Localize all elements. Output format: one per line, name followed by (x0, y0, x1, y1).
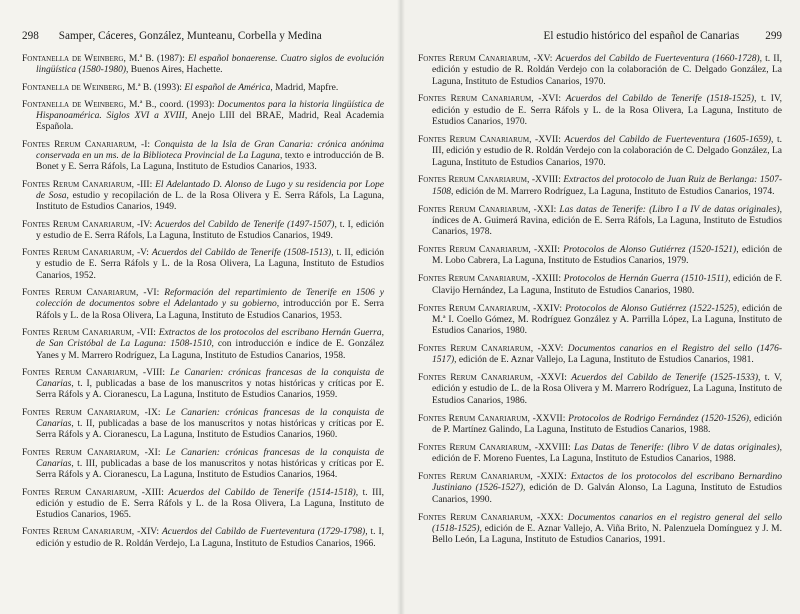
entry-title: Le Canarien: crónicas francesas de la conquista de Canarias (36, 447, 385, 469)
right-page (400, 0, 800, 614)
entry-title: Acuerdos del Cabildo de Tenerife (1514-1518) (168, 487, 356, 498)
entry-author: Fontes Rerum Canariarum (418, 343, 531, 354)
entry-details: , t. I, publicadas a base de los manuscritos y notas históricas y críticas por E. Serra Ráfols y A. Cioranescu, La Laguna, Instituto de Estudios Canarios, 1959. (36, 379, 384, 401)
entry-details: , edición de E. Aznar Vallejo, A. Viña Brito, N. Palenzuela Domínguez y J. M. Bello León, La Laguna, Instituto de Estudios Canarios, 1991. (432, 523, 782, 546)
bibliography-list (22, 54, 384, 550)
bibliography-entry (418, 513, 782, 547)
running-head: Samper, Cáceres, González, Munteanu, Corbella y Medina (58, 30, 322, 42)
entry-author: Fontes Rerum Canariarum (22, 327, 132, 338)
entry-details: , edición de E. Aznar Vallejo, La Laguna, Instituto de Estudios Canarios, 1981. (454, 355, 754, 366)
bibliography-list (418, 54, 782, 546)
left-page-header (22, 30, 384, 42)
entry-title: Reformación del repartimiento de Tenerife en 1506 y colección de documentos sobre el Adelantado y su gobierno (36, 288, 385, 310)
entry-author: Fontes Rerum Canariarum (418, 94, 532, 105)
entry-author: Fontes Rerum Canariarum (22, 527, 132, 538)
entry-details: , edición de F. Moreno Fuentes, La Laguna, Instituto de Estudios Canarios, 1988. (432, 442, 782, 465)
entry-volume: , -XXV: (530, 343, 568, 354)
entry-title: Acuerdos del Cabildo de Fuerteventura (1660-1728) (555, 54, 760, 64)
entry-title: El español de América (184, 82, 271, 93)
bibliography-entry (418, 205, 782, 239)
bibliography-entry (22, 100, 384, 134)
entry-details: , edición de P. Martínez Galindo, La Laguna, Instituto de Estudios Canarios, 1988. (432, 413, 782, 435)
entry-author: Fontes Rerum Canariarum (418, 512, 531, 523)
entry-volume: , -XXIII: (527, 274, 564, 285)
entry-details: , edición de D. Galván Alonso, La Laguna, Instituto de Estudios Canarios, 1990. (432, 483, 783, 505)
entry-author: Fontes Rerum Canariarum (22, 219, 132, 230)
entry-author: Fontes Rerum Canariarum (22, 248, 132, 259)
entry-author: Fontes Rerum Canariarum (418, 442, 529, 453)
entry-title: Acuerdos del Cabildo de Tenerife (1497-1507) (154, 219, 335, 230)
entry-title: Le Canarien: crónicas francesas de la conquista de Canarias (36, 407, 385, 430)
bibliography-entry (418, 373, 782, 407)
bibliography-entry (418, 443, 782, 466)
entry-title: Le Canarien: crónicas francesas de la conquista de Canarias (36, 367, 385, 390)
entry-volume: , -XXII: (528, 245, 564, 256)
entry-author: Fontes Rerum Canariarum (22, 447, 137, 458)
entry-volume: , -XVI: (531, 94, 566, 105)
entry-details: , t. II, edición y estudio de E. Serra Ráfols y L. de la Rosa Olivera, La Laguna, Instituto de Estudios Canarios, 1952. (36, 248, 384, 281)
entry-author: Fontes Rerum Canariarum (418, 373, 531, 384)
entry-details: , t. II, edición y estudio de R. Roldán Verdejo con la colaboración de C. Delgado González, La Laguna, Instituto de Estudios Canarios, 1970. (432, 54, 782, 87)
entry-volume: , -IX: (136, 407, 166, 418)
entry-author: Fontes Rerum Canariarum (22, 487, 135, 498)
entry-volume: , -VI: (135, 288, 165, 299)
entry-volume: , -VII: (131, 327, 159, 338)
entry-details: , t. III, edición y estudio de E. Serra Ráfols y L. de la Rosa Olivera, La Laguna, Instituto de Estudios Canarios, 1965. (36, 487, 384, 521)
entry-author: Fontes Rerum Canariarum (418, 274, 528, 285)
entry-title: Acuerdos del Cabildo de Tenerife (1525-1533) (571, 373, 759, 384)
entry-author: Fontes Rerum Canariarum (418, 413, 528, 424)
bibliography-entry (22, 83, 384, 94)
entry-title: Extractos del protocolo de Juan Ruiz de Berlanga: 1507-1508 (432, 175, 783, 197)
entry-details: , t. III, publicadas a base de los manuscritos y notas históricas y críticas por E. Serra Ráfols y A. Cioranescu, La Laguna, Instituto de Estudios Canarios, 1964. (36, 458, 384, 481)
bibliography-entry (418, 245, 782, 268)
bibliography-entry (418, 175, 782, 198)
entry-volume: , -XI: (136, 447, 166, 458)
bibliography-entry (22, 328, 384, 362)
entry-details: , t. V, edición y estudio de L. de la Rosa Olivera y M. Marrero Rodríguez, La Laguna, Instituto de Estudios Canarios, 1986. (432, 373, 782, 406)
bibliography-entry (418, 135, 782, 169)
entry-title: Documentos canarios en el Registro del sello (1476-1517) (432, 343, 783, 366)
entry-title: Extactos de los protocolos del escribano Bernardino Justiniano (1526-1527) (432, 472, 782, 494)
entry-author: Fontes Rerum Canariarum (418, 472, 531, 483)
entry-details: , edición de M. Marrero Rodríguez, La Laguna, Instituto de Estudios Canarios, 1974. (451, 186, 775, 197)
entry-title: Conquista de la Isla de Gran Canaria: crónica anónima conservada en un ms. de la Biblioteca Provincial de La Laguna (36, 139, 385, 162)
entry-title: Protocolos de Alonso Gutiérrez (1522-1525) (564, 303, 737, 314)
entry-volume: , -IV: (131, 219, 155, 230)
bibliography-entry (22, 248, 384, 282)
entry-author: Fontes Rerum Canariarum (22, 139, 135, 150)
entry-title: Las Datas de Tenerife: (libro V de datas originales) (574, 442, 780, 453)
entry-volume: , M.ª B., coord. (1993): (123, 99, 218, 110)
entry-author: Fontes Rerum Canariarum (22, 288, 136, 299)
entry-author: Fontes Rerum Canariarum (418, 245, 529, 256)
bibliography-entry (418, 472, 782, 506)
entry-author: Fontes Rerum Canariarum (418, 134, 530, 145)
entry-author: Fontanella de Weinberg (22, 54, 124, 64)
entry-details: , t. IV, edición y estudio de E. Serra Ráfols y L. de la Rosa Olivera, La Laguna, Instituto de Estudios Canarios, 1970. (432, 94, 782, 128)
entry-volume: , -III: (131, 179, 156, 190)
entry-author: Fontes Rerum Canariarum (22, 407, 137, 418)
entry-title: Acuerdos del Cabildo de Tenerife (1508-1513) (151, 248, 332, 259)
entry-title: Las datas de Tenerife: (Libro I a IV de datas originales) (559, 204, 780, 215)
entry-details: , edición de M.ª I. Coello Gómez, M. Rodríguez González y A. Parrilla López, La Laguna, Instituto de Estudios Canarios, 1980. (432, 303, 783, 337)
entry-details: , introducción por E. Serra Ráfols y L. de la Rosa Olivera, La Laguna, Instituto de Estudios Canarios, 1953. (36, 299, 384, 321)
bibliography-entry (418, 344, 782, 367)
right-page-header (418, 30, 782, 42)
entry-volume: , -XXVII: (527, 413, 569, 424)
entry-volume: , M.ª B. (1987): (123, 54, 188, 64)
entry-volume: , -XXX: (530, 512, 568, 523)
entry-volume: , -I: (134, 139, 155, 150)
entry-details: , texto e introducción de B. Bonet y E. Serra Ráfols, La Laguna, Instituto de Estudios Canarios, 1933. (36, 151, 384, 173)
entry-title: Acuerdos del Cabildo de Fuerteventura (1729-1798) (161, 527, 366, 538)
entry-author: Fontanella de Weinberg (22, 99, 124, 110)
entry-details: , edición de M. Lobo Cabrera, La Laguna, Instituto de Estudios Canarios, 1979. (432, 245, 783, 267)
entry-details: , Madrid, Mapfre. (270, 82, 339, 93)
bibliography-entry (418, 94, 782, 128)
bibliography-entry (22, 527, 384, 550)
entry-details: , t. III, edición y estudio de R. Roldán Verdejo con la colaboración de C. Delgado González, La Laguna, Instituto de Estudios Canarios, 1970. (432, 134, 783, 168)
entry-details: , índices de A. Guimerá Ravina, edición de E. Serra Ráfols, La Laguna, Instituto de Estudios Canarios, 1978. (432, 204, 782, 238)
entry-author: Fontanella de Weinberg (22, 82, 123, 93)
entry-details: , edición de F. Clavijo Hernández, La Laguna, Instituto de Estudios Canarios, 1980. (432, 274, 783, 296)
bibliography-entry (22, 288, 384, 322)
bibliography-entry (22, 180, 384, 214)
entry-author: Fontes Rerum Canariarum (418, 175, 527, 186)
entry-details: , t. I, edición y estudio de R. Roldán Verdejo, La Laguna, Instituto de Estudios Canarios, 1966. (36, 527, 384, 549)
bibliography-entry (418, 304, 782, 338)
bibliography-entry (22, 220, 384, 243)
bibliography-entry (22, 408, 384, 442)
entry-title: Acuerdos del Cabildo de Fuerteventura (1605-1659) (564, 134, 772, 145)
book-gutter (397, 0, 405, 614)
entry-volume: , -V: (131, 248, 152, 259)
entry-title: Documentos canarios en el registro general del sello (1518-1525) (432, 512, 783, 534)
entry-title: Protocolos de Hernán Guerra (1510-1511) (563, 274, 729, 285)
page-number: 299 (765, 30, 782, 42)
bibliography-entry (22, 368, 384, 402)
entry-author: Fontes Rerum Canariarum (22, 367, 136, 378)
entry-details: , estudio y recopilación de L. de la Rosa Olivera y E. Serra Ráfols, La Laguna, Instituto de Estudios Canarios, 1949. (36, 190, 384, 213)
entry-volume: , -XXVIII: (528, 442, 575, 453)
entry-volume: , -XXI: (528, 204, 560, 215)
entry-author: Fontes Rerum Canariarum (418, 204, 529, 215)
bibliography-entry (22, 448, 384, 482)
entry-title: Protocolos de Alonso Gutiérrez (1520-1521) (563, 245, 737, 256)
entry-volume: , -XXIX: (530, 472, 571, 483)
bibliography-entry (418, 414, 782, 437)
entry-volume: , -XXIV: (527, 303, 565, 314)
entry-author: Fontes Rerum Canariarum (418, 303, 528, 314)
bibliography-entry (22, 140, 384, 174)
entry-volume: , -VIII: (135, 367, 170, 378)
entry-volume: , -XXVI: (530, 373, 572, 384)
entry-title: Acuerdos del Cabildo de Tenerife (1518-1525) (565, 94, 755, 105)
entry-details: , t. I, edición y estudio de E. Serra Ráfols, La Laguna, Instituto de Estudios Canarios, 1949. (36, 219, 385, 241)
bibliography-entry (418, 54, 782, 88)
bibliography-entry (22, 54, 384, 77)
entry-volume: , -XVIII: (526, 175, 564, 186)
entry-title: Documentos para la historia lingüística de Hispanoamérica. Siglos XVI a XVIII (36, 99, 384, 122)
entry-title: El Adelantado D. Alonso de Lugo y su residencia por Lope de Sosa (36, 179, 385, 201)
page-number: 298 (22, 30, 39, 42)
entry-details: , Buenos Aires, Hachette. (125, 65, 223, 76)
entry-volume: , M.ª B. (1993): (122, 82, 185, 93)
entry-volume: , -XIII: (134, 487, 169, 498)
entry-details: , con introducción e índice de E. González Yanes y M. Marrero Rodríguez, La Laguna, Instituto de Estudios Canarios, 1958. (36, 339, 384, 361)
entry-details: , Anejo LIII del BRAE, Madrid, Real Academia Española. (36, 111, 385, 133)
entry-title: Protocolos de Rodrigo Fernández (1520-1526) (568, 413, 749, 424)
entry-volume: , -XV: (528, 54, 556, 64)
running-head: El estudio histórico del español de Canarias (543, 30, 740, 42)
entry-author: Fontes Rerum Canariarum (418, 54, 529, 64)
entry-volume: , -XIV: (131, 527, 162, 538)
entry-title: Extractos de los protocolos del escribano Hernán Guerra, de San Cristóbal de La Laguna: 1508-1510 (36, 327, 384, 350)
entry-author: Fontes Rerum Canariarum (22, 179, 132, 190)
entry-title: El español bonaerense. Cuatro siglos de evolución lingüística (1580-1980) (36, 54, 385, 76)
bibliography-entry (22, 488, 384, 522)
entry-details: , t. II, publicadas a base de los manuscritos y notas históricas y críticas por E. Serra Ráfols y A. Cioranescu, La Laguna, Instituto de Estudios Canarios, 1960. (36, 419, 384, 441)
bibliography-entry (418, 274, 782, 297)
entry-volume: , -XVII: (529, 134, 565, 145)
